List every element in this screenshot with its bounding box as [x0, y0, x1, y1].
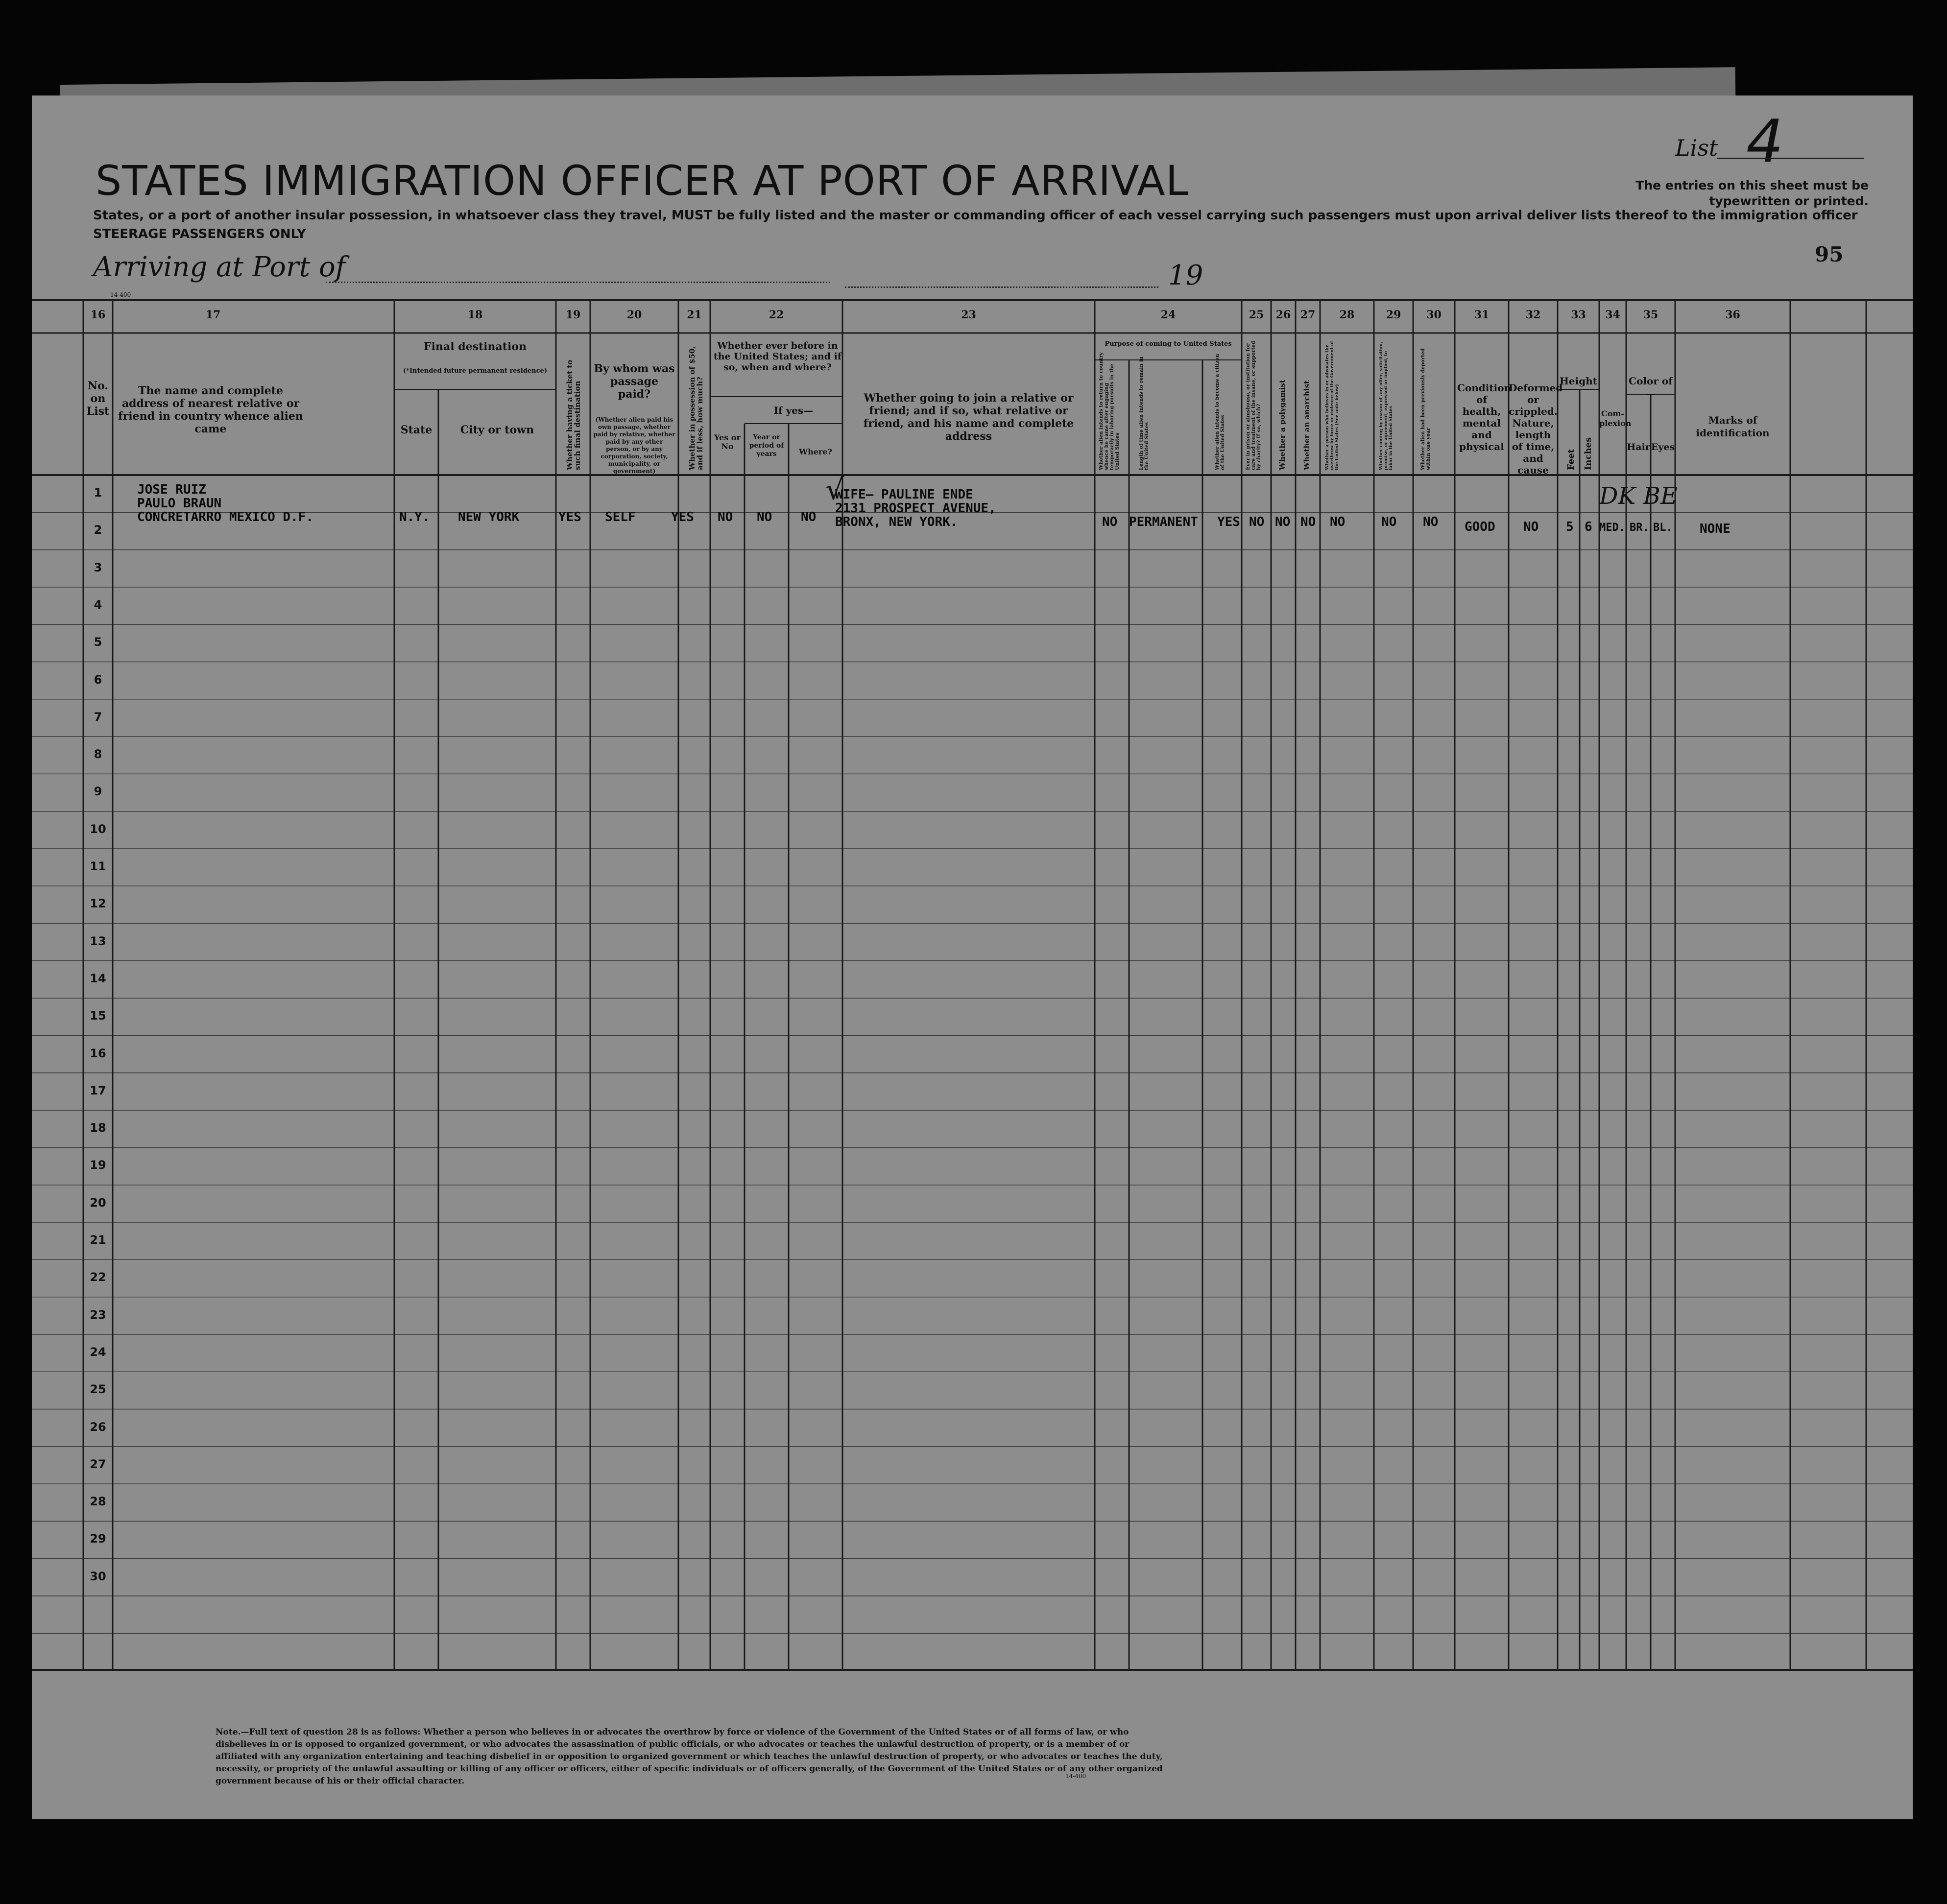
row-number: 17 [90, 1083, 106, 1097]
heading-join-relative: Whether going to join a relative or friend; and if so, what relative or friend, and his name and complete address [863, 392, 1074, 443]
entry-before: NO [718, 510, 733, 524]
row-number: 2 [94, 523, 102, 537]
heading-length-of-stay: Length of time alien intends to remain in the United States [1139, 356, 1150, 470]
heading-polygamist: Whether a polygamist [1278, 380, 1287, 470]
entry-ticket: YES [558, 510, 581, 524]
heading-deformed: Deformed or crippled. Nature, length of time, and cause [1509, 382, 1563, 476]
col-number-20: 20 [626, 309, 642, 321]
heading-year-period: Year or period of years [749, 433, 784, 458]
col-number-35: 35 [1643, 309, 1659, 321]
heading-prison: Ever in prison or almshouse, or institution for care and treatment of the insane, or supported by charity? If so, which? [1246, 341, 1262, 470]
entry-join-line3: BRONX, NEW YORK. [835, 515, 958, 529]
row-number: 9 [94, 785, 102, 799]
heading-intends-return: Whether alien intends to return to country whence he came after engaging temporarily in laboring pursuits in the United States [1099, 352, 1120, 470]
col-number-27: 27 [1300, 309, 1316, 321]
col-number-33: 33 [1571, 309, 1586, 321]
row-number: 20 [90, 1195, 106, 1210]
heading-ticket: Whether having a ticket to such final destination [565, 359, 582, 470]
heading-complexion: Com-plexion [1599, 409, 1632, 428]
col-number-31: 31 [1474, 309, 1490, 321]
table-grid [32, 95, 1913, 1819]
row-number: 13 [90, 934, 106, 948]
heading-passage: By whom was passage paid? [594, 362, 675, 401]
heading-no-on-list: No. on List [86, 380, 110, 418]
heading-height: Height [1560, 375, 1597, 387]
heading-final-destination-note: (*Intended future permanent residence) [403, 367, 547, 375]
col-number-23: 23 [961, 309, 976, 321]
form-number: 14-400 [110, 291, 131, 298]
heading-yes-no: Yes or No [714, 433, 741, 451]
heading-eyes: Eyes [1651, 442, 1675, 452]
row-number: 10 [90, 822, 106, 836]
col-number-16: 16 [90, 309, 106, 321]
page-title: STATES IMMIGRATION OFFICER AT PORT OF ARRIVAL [96, 157, 1189, 205]
heading-color-of: Color of— [1629, 375, 1673, 400]
col-number-21: 21 [687, 309, 702, 321]
row-number: 21 [90, 1233, 106, 1247]
heading-citizen: Whether alien intends to become a citizen of the United States [1215, 354, 1226, 470]
row-number: 30 [90, 1569, 106, 1583]
col-number-24: 24 [1160, 309, 1176, 321]
row-number: 24 [90, 1345, 106, 1359]
entry-passage: SELF [605, 510, 636, 524]
arriving-at-port-label: Arriving at Port of [93, 251, 346, 283]
row-number: 12 [90, 897, 106, 911]
heading-name-address: The name and complete address of nearest relative or friend in country whence alien came [118, 384, 303, 435]
row-number: 29 [90, 1532, 106, 1546]
manifest-sheet [32, 95, 1913, 1819]
heading-question-29: Whether coming by reason of any offer, solicitation, promise, or agreement, expressed or implied, to labor in the United States [1379, 341, 1394, 470]
header-instruction: States, or a port of another insular possession, in whatsoever class they travel, MUST be fully listed and the master or commanding officer of each vessel carrying such passengers must upon arrival deliver lists thereof to the immigration officer [93, 208, 1858, 223]
heading-question-30: Whether alien had been previously deported within one year [1420, 348, 1431, 470]
row-number: 19 [90, 1158, 106, 1172]
entry-year-period: NO [757, 510, 772, 524]
entry-where: NO [801, 510, 817, 524]
entry-question-29: NO [1381, 515, 1397, 529]
col-number-19: 19 [565, 309, 581, 321]
heading-where: Where? [799, 447, 832, 456]
entry-join-line1: WIFE— PAULINE ENDE [835, 487, 973, 502]
entry-state: N.Y. [399, 510, 430, 524]
row-number: 27 [90, 1457, 106, 1471]
entry-name-line1: JOSE RUIZ [137, 482, 206, 497]
row-number: 11 [90, 859, 106, 873]
entry-prison: NO [1249, 515, 1265, 529]
entry-city: NEW YORK [458, 510, 520, 524]
col-number-30: 30 [1426, 309, 1442, 321]
heading-if-yes: If yes— [773, 405, 814, 416]
row-number: 25 [90, 1382, 106, 1397]
entry-return: NO [1102, 515, 1118, 529]
row-number: 23 [90, 1308, 106, 1322]
entry-length: PERMANENT [1129, 515, 1198, 529]
row-number: 6 [94, 672, 102, 687]
col-number-36: 36 [1725, 309, 1740, 321]
row-number: 7 [94, 710, 102, 724]
entry-join-line2: 2131 PROSPECT AVENUE, [835, 501, 996, 516]
entry-anarchist: NO [1300, 515, 1316, 529]
heading-marks: Marks of identification [1696, 414, 1770, 439]
row-number: 18 [90, 1121, 106, 1135]
col-number-28: 28 [1339, 309, 1355, 321]
col-number-29: 29 [1386, 309, 1401, 321]
heading-city: City or town [460, 424, 534, 436]
entry-question-30: NO [1423, 515, 1439, 529]
page-number: 95 [1815, 242, 1844, 266]
entry-feet: 5 [1566, 520, 1574, 534]
entry-complexion: MED. [1599, 522, 1625, 534]
heading-question-28: Whether a person who believes in or advocates the overthrow by force or violence of the Government of the United States (See note below) [1325, 341, 1340, 470]
row-number: 28 [90, 1495, 106, 1509]
heading-health: Condition of health, mental and physical [1457, 382, 1512, 452]
heading-passage-note: (Whether alien paid his own passage, whether paid by relative, whether paid by any other person, or by any corporation, society, municipality, or government) [593, 416, 675, 475]
list-number: 4 [1746, 108, 1784, 176]
list-label: List [1675, 135, 1718, 161]
entries-note: The entries on this sheet must be typewritten or printed. [1635, 178, 1869, 208]
entry-eyes: BL. [1653, 522, 1673, 534]
footer-form-number: 14-400 [1065, 1773, 1086, 1780]
row-number: 26 [90, 1420, 106, 1434]
col-number-26: 26 [1275, 309, 1291, 321]
heading-hair: Hair [1627, 442, 1650, 452]
heading-feet: Feet [1566, 449, 1576, 470]
col-number-18: 18 [467, 309, 483, 321]
heading-purpose: Purpose of coming to United States [1105, 340, 1232, 348]
heading-before-in-us: Whether ever before in the United States; and if so, when and where? [713, 340, 842, 373]
row-number: 22 [90, 1270, 106, 1285]
row-number: 5 [94, 635, 102, 649]
row-number: 14 [90, 971, 106, 985]
entry-polygamist: NO [1275, 515, 1291, 529]
col-number-25: 25 [1249, 309, 1264, 321]
row-number: 16 [90, 1046, 106, 1060]
heading-fifty-dollars: Whether in possession of $50, and if less, how much? [688, 346, 704, 470]
entry-inches: 6 [1585, 520, 1592, 534]
footnote-question-28: Note.—Full text of question 28 is as follows: Whether a person who believes in or advocates the overthrow by force or violence of the Government of the United States or of all forms of law, or who disbelieves in or is opposed to organized government, or who advocates the assassination of public officials, or who advocates or teaches the unlawful destruction of property, or is a member of or affiliated with any organization entertaining and teaching disbelief in or opposition to organized government or which teaches the unlawful destruction of property, or who advocates or teaches the duty, necessity, or propriety of the unlawful assaulting or killing of any officer or officers, either of specific individuals or of officers generally, of the Government of the United States or of any other organized government because of his or their official character. [216, 1727, 1163, 1786]
col-number-17: 17 [205, 309, 221, 321]
entry-marks: NONE [1700, 522, 1731, 536]
col-number-34: 34 [1605, 309, 1620, 321]
row-number: 8 [94, 747, 102, 762]
entry-deformed: NO [1523, 520, 1539, 534]
year-prefix: 19 [1168, 260, 1203, 291]
entry-fifty: YES [671, 510, 694, 524]
handwritten-initials: DK BE [1599, 482, 1678, 510]
handwritten-check-mark: √ [825, 473, 844, 507]
row-number: 1 [94, 486, 102, 500]
heading-anarchist: Whether an anarchist [1302, 380, 1311, 470]
heading-state: State [400, 424, 433, 436]
heading-final-destination: Final destination [424, 340, 527, 353]
row-number: 15 [90, 1009, 106, 1023]
row-number: 4 [94, 597, 102, 612]
col-number-22: 22 [769, 309, 784, 321]
entry-health: GOOD [1465, 520, 1495, 534]
entry-question-28: NO [1330, 515, 1346, 529]
header-class: STEERAGE PASSENGERS ONLY [93, 227, 306, 241]
row-number: 3 [94, 560, 102, 574]
col-number-32: 32 [1525, 309, 1541, 321]
entry-name-line2: PAULO BRAUN [137, 496, 222, 511]
entry-address: CONCRETARRO MEXICO D.F. [137, 510, 314, 524]
entry-citizen: YES [1217, 515, 1240, 529]
heading-inches: Inches [1583, 437, 1593, 470]
entry-hair: BR. [1630, 522, 1649, 534]
